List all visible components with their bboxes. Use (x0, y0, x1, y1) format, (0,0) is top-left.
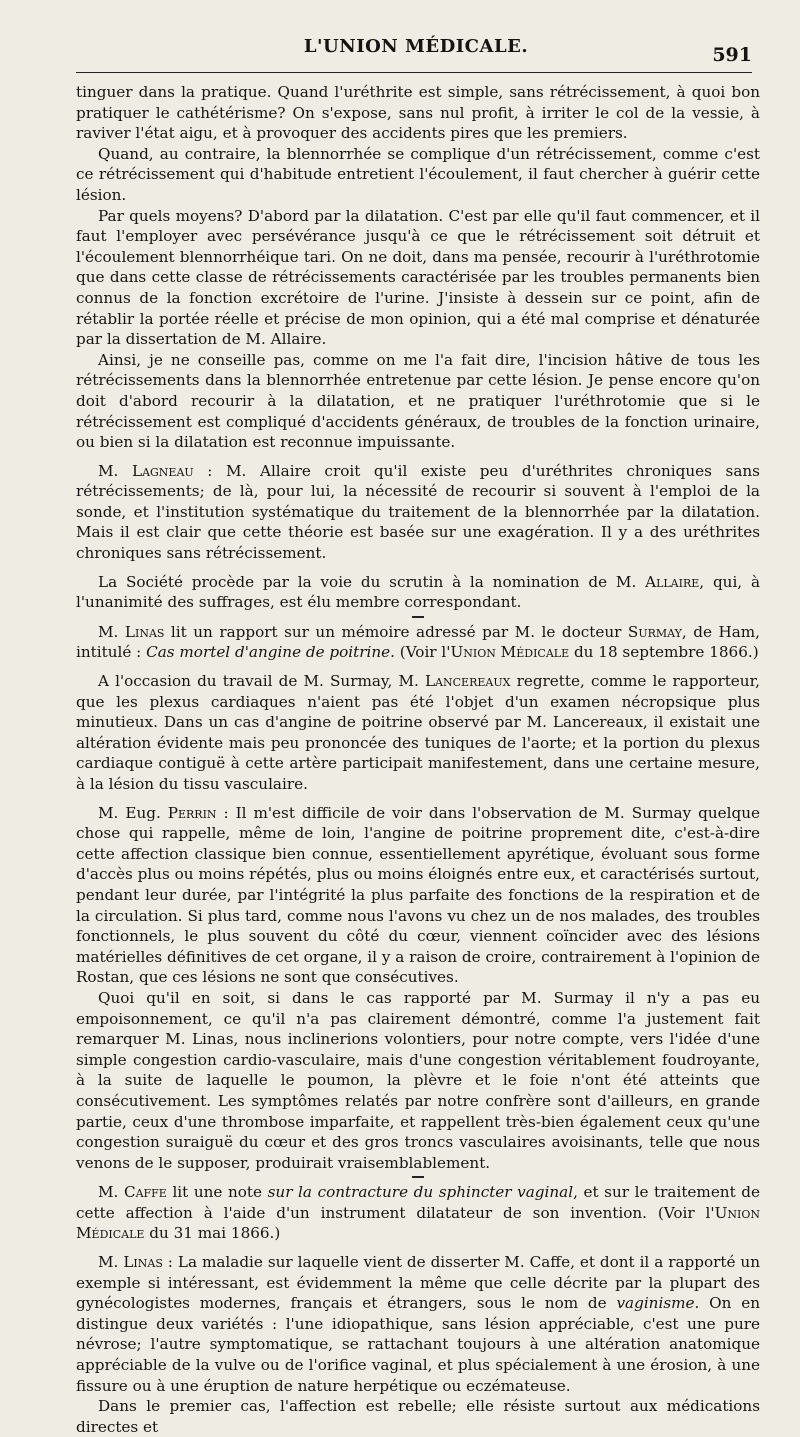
paragraph-3: Par quels moyens? D'abord par la dilatation. C'est par elle qu'il faut commencer, et il faut l'employer avec persévérance jusqu'à ce que le rétrécissement soit détruit et l'écoulement blennorrhéique tari. On ne doit, dans ma pensée, recourir à l'uréthrotomie que dans cette classe de rétrécissements caractérisée par les troubles permanents bien connus de la fonction excrétoire de l'urine. J'insiste à dessein sur ce point, afin de rétablir la portée réelle et précise de mon opinion, qui a été mal comprise et dénaturée par la dissertation de M. Allaire. (76, 206, 760, 349)
speaker-name: M. Linas (98, 1253, 163, 1272)
journal-name: Union Médicale (76, 1203, 760, 1243)
page-number: 591 (712, 44, 752, 66)
text-before: A l'occasion du travail de M. Surmay, M. (98, 672, 425, 691)
term: vaginisme. (616, 1294, 700, 1313)
section-separator (412, 1176, 424, 1178)
text-part: lit un rapport sur un mémoire adressé par M. le docteur (164, 622, 628, 641)
memoir-title: Cas mortel d'angine de poitrine. (146, 643, 395, 662)
paragraph-linas-vaginisme (76, 1252, 760, 1396)
member-name: Allaire (645, 572, 700, 591)
running-title: L'UNION MÉDICALE. (303, 36, 529, 57)
speaker-name: M. Caffe (98, 1183, 167, 1202)
speaker-name: Lancereaux (424, 672, 511, 691)
text-after: , qui, à l'unanimité des suffrages, est élu membre correspondant. (76, 572, 760, 612)
text-part: , et sur le traitement de cette affection à l'aide d'un instrument dilatateur de son invention. (Voir l' (76, 1183, 760, 1222)
paragraph-election (76, 572, 760, 613)
header-rule (76, 72, 752, 73)
page-header (76, 36, 756, 70)
paragraph-perrin (76, 803, 760, 988)
text-before: La Société procède par la voie du scrutin à la nomination de M. (98, 572, 646, 591)
journal-name: Union Médicale (450, 643, 570, 662)
paragraph-perrin-continued: Quoi qu'il en soit, si dans le cas rapporté par M. Surmay il n'y a pas eu empoisonnement, ce qu'il n'a pas clairement démontré, comme l'a justement fait remarquer M. Linas, nous inclinerions volontiers, pour notre compte, vers l'idée d'une simple congestion cardio-vasculaire, mais d'une congestion véritablement foudroyante, à la suite de laquelle le poumon, la plèvre et le foie n'ont été atteints que consécutivement. Les symptômes relatés par notre confrère sont d'ailleurs, en grande partie, ceux d'une thrombose imparfaite, et rappellent très-bien également ceux qu'une congestion suraiguë du cœur et des gros troncs vasculaires avoisinants, telle que nous venons de le supposer, produirait vraisemblablement. (76, 988, 760, 1172)
paragraph-last: Dans le premier cas, l'affection est rebelle; elle résiste surtout aux médications directes et (76, 1397, 760, 1436)
speaker-prefix: M. Eug. (98, 803, 168, 822)
paragraph-text: : M. Allaire croit qu'il existe peu d'uréthrites chroniques sans rétrécissements; de là, pour lui, la nécessité de recourir si souvent à l'emploi de la sonde, et l'institution systématique du traitement de la blennorrhée par la dilatation. Mais il est clair que cette théorie est basée sur une exagération. Il y a des uréthrites chroniques sans rétrécissement. (76, 461, 760, 563)
paragraph-4: Ainsi, je ne conseille pas, comme on me l'a fait dire, l'incision hâtive de tous les rétrécissements dans la blennorrhée entretenue par cette lésion. Je pense encore qu'on doit d'abord recourir à la dilatation, et ne pratiquer l'uréthrotomie que si le rétrécissement est compliqué d'accidents généraux, de troubles de la fonction urinaire, ou bien si la dilatation est reconnue impuissante. (76, 350, 760, 452)
speaker-name: M. Linas (98, 622, 165, 641)
note-title: sur la contracture du sphincter vaginal (267, 1183, 574, 1202)
paragraph-caffe (76, 1182, 760, 1244)
body-text (76, 82, 760, 1437)
section-separator (412, 616, 424, 618)
paragraph-text: : Il m'est difficile de voir dans l'observation de M. Surmay quelque chose qui rappelle, même de loin, l'angine de poitrine proprement dite, c'est-à-dire cette affection classique bien connue, essentiellement apyrétique, évoluant sous forme d'accès plus ou moins répétés, plus ou moins éloignés entre eux, et caractérisés surtout, pendant leur durée, par l'intégrité la plus parfaite des fonctions de la respiration et de la circulation. Si plus tard, comme nous l'avons vu chez un de nos malades, des troubles fonctionnels, le plus souvent du côté du cœur, viennent coïncider avec des lésions matérielles définitives de cet organe, il y a raison de croire, contrairement à l'opinion de Rostan, que ces lésions ne sont que consécutives. (76, 803, 761, 987)
text-part: du 18 septembre 1866.) (569, 643, 759, 662)
text-part: du 31 mai 1866.) (144, 1224, 281, 1243)
paragraph-2: Quand, au contraire, la blennorrhée se complique d'un rétrécissement, comme c'est ce rétrécissement qui d'habitude entretient l'écoulement, il faut chercher à guérir cette lésion. (76, 144, 760, 204)
speaker-name: M. Lagneau (98, 461, 194, 480)
text-part: : La maladie sur laquelle vient de disserter M. Caffe, et dont il a rapporté un exemple si intéressant, est évidemment la même que celle décrite par la plupart des gynécologistes modernes, français et étrangers, sous le nom de (76, 1253, 760, 1313)
text-after: regrette, comme le rapporteur, que les plexus cardiaques n'aient pas été l'objet d'un examen nécropsique plus minutieux. Dans un cas d'angine de poitrine observé par M. Lancereaux, il existait une altération évidente mais peu prononcée des tuniques de l'aorte; et la portion du plexus cardiaque contiguë à cette artère participait manifestement, dans une certaine mesure, à la lésion du tissu vasculaire. (76, 672, 760, 793)
paragraph-lancereaux (76, 671, 760, 795)
text-part: lit une note (166, 1183, 268, 1202)
text-part: (Voir l' (394, 643, 451, 662)
author-name: Surmay (627, 622, 682, 641)
paragraph-1: tinguer dans la pratique. Quand l'uréthrite est simple, sans rétrécissement, à quoi bon pratiquer le cathétérisme? On s'expose, sans nul profit, à irriter le col de la vessie, à raviver l'état aigu, et à provoquer des accidents pires que les premiers. (76, 83, 760, 143)
paragraph-lagneau (76, 461, 760, 564)
paragraph-linas-report (76, 622, 760, 663)
speaker-name: Perrin (167, 803, 217, 822)
text-part: , de Ham, intitulé : (76, 622, 760, 662)
text-part: On en distingue deux variétés : l'une idiopathique, sans lésion appréciable, c'est une pure névrose; l'autre symptomatique, se rattachant toujours à une altération anatomique appréciable de la vulve ou de l'orifice vaginal, et plus spécialement à une érosion, à une fissure ou à une éruption de nature herpétique ou eczémateuse. (76, 1294, 760, 1395)
